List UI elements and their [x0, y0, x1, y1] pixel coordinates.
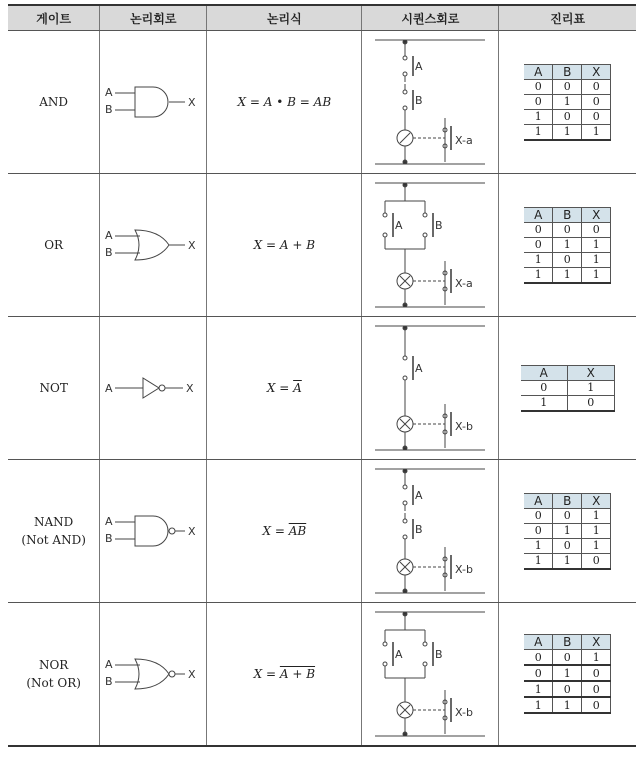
- truth-table-row: [524, 252, 611, 267]
- truth-table-row: [521, 395, 615, 411]
- gate-row-and: [8, 31, 636, 174]
- contact-label-b: B: [435, 648, 443, 661]
- truth-table-row: [524, 665, 611, 681]
- contact-label-b: B: [415, 523, 423, 536]
- truth-table-cell: 1: [582, 267, 611, 283]
- truth-table-cell: 1: [553, 553, 582, 569]
- logic-expression: [262, 524, 306, 538]
- truth-table-cell-container: [499, 603, 636, 747]
- truth-table-header-cell: B: [553, 207, 582, 222]
- expression-text: X = A + B: [253, 238, 316, 252]
- expression-overline-term: $\overline{AB}$: [288, 524, 307, 538]
- logic-gate-symbol: [103, 358, 203, 418]
- logic-expression-cell: [207, 603, 362, 747]
- truth-table-cell: 1: [553, 697, 582, 713]
- gate-name: NOT: [39, 381, 68, 395]
- logic-expression-cell: [207, 31, 362, 174]
- truth-table-cell: 0: [582, 222, 611, 237]
- output-label-x: X: [188, 239, 196, 252]
- sequence-circuit: [365, 34, 495, 170]
- sequence-circuit-cell: [362, 460, 499, 603]
- truth-table-header-row: [524, 635, 611, 650]
- truth-table-cell: 0: [567, 395, 614, 411]
- contact-label-a: A: [415, 489, 423, 502]
- truth-table-cell: 0: [553, 222, 582, 237]
- gate-name: (Not AND): [21, 533, 86, 547]
- truth-table: [524, 493, 611, 570]
- output-label-x: X: [188, 96, 196, 109]
- truth-table-cell: 0: [553, 650, 582, 666]
- truth-table-cell: 1: [553, 665, 582, 681]
- gate-name-cell: [8, 317, 100, 460]
- logic-expression-cell: [207, 460, 362, 603]
- contact-label-a: A: [395, 219, 403, 232]
- truth-table: [524, 634, 611, 714]
- truth-table-cell: 1: [553, 237, 582, 252]
- gate-row-or: [8, 174, 636, 317]
- truth-table-cell: 0: [582, 665, 611, 681]
- expression-text: X =: [253, 667, 280, 681]
- truth-table-row: [524, 508, 611, 523]
- truth-table-cell: 0: [553, 109, 582, 124]
- contact-label-b: B: [435, 219, 443, 232]
- sequence-circuit-cell: [362, 317, 499, 460]
- truth-table: [524, 64, 611, 141]
- truth-table-header-cell: X: [582, 207, 611, 222]
- truth-table-cell: 1: [524, 681, 553, 697]
- expression-text: X =: [266, 381, 294, 395]
- truth-table-cell: 1: [524, 109, 553, 124]
- sequence-circuit: [365, 177, 495, 313]
- truth-table-cell: 0: [582, 553, 611, 569]
- truth-table-header-row: [521, 365, 615, 380]
- truth-table-row: [524, 237, 611, 252]
- input-label-b: B: [105, 103, 113, 116]
- expression-text: X =: [262, 524, 289, 538]
- truth-table-cell: 0: [524, 650, 553, 666]
- logic-gate-table: [8, 4, 636, 747]
- truth-table-header-row: [524, 207, 611, 222]
- truth-table-cell: 1: [582, 237, 611, 252]
- output-label-x: X: [188, 525, 196, 538]
- truth-table-cell: 1: [582, 523, 611, 538]
- truth-table-cell: 0: [553, 508, 582, 523]
- gate-row-nor: [8, 603, 636, 747]
- logic-expression: [254, 667, 315, 681]
- truth-table-cell: 0: [524, 94, 553, 109]
- truth-table-cell: 1: [524, 538, 553, 553]
- logic-expression: [254, 238, 315, 252]
- truth-table-cell-container: [499, 174, 636, 317]
- input-label-b: B: [105, 675, 113, 688]
- truth-table-cell-container: [499, 317, 636, 460]
- input-label-a: A: [105, 229, 113, 242]
- logic-expression: [267, 381, 302, 395]
- truth-table-header-cell: A: [524, 493, 553, 508]
- truth-table-row: [524, 109, 611, 124]
- truth-table-row: [524, 553, 611, 569]
- truth-table-cell: 1: [582, 650, 611, 666]
- truth-table: [521, 365, 615, 412]
- logic-circuit-cell: [100, 174, 207, 317]
- truth-table: [524, 207, 611, 284]
- truth-table-cell: 0: [553, 538, 582, 553]
- truth-table-cell: 0: [582, 94, 611, 109]
- truth-table-cell: 0: [524, 508, 553, 523]
- truth-table-cell: 1: [582, 538, 611, 553]
- truth-table-cell: 1: [524, 124, 553, 140]
- truth-table-cell: 1: [524, 267, 553, 283]
- truth-table-cell: 0: [553, 79, 582, 94]
- output-label-x: X: [188, 668, 196, 681]
- logic-circuit-cell: [100, 31, 207, 174]
- truth-table-cell: 1: [553, 267, 582, 283]
- truth-table-row: [524, 79, 611, 94]
- input-label-b: B: [105, 532, 113, 545]
- truth-table-cell: 0: [524, 222, 553, 237]
- truth-table-row: [524, 94, 611, 109]
- truth-table-header-cell: A: [524, 207, 553, 222]
- input-label-a: A: [105, 658, 113, 671]
- relay-contact-label: X-a: [455, 134, 474, 147]
- logic-expression-cell: [207, 174, 362, 317]
- logic-circuit-cell: [100, 317, 207, 460]
- truth-table-cell: 0: [582, 79, 611, 94]
- truth-table-cell: 1: [567, 380, 614, 395]
- header-sequence-circuit: 시퀀스회로: [362, 5, 499, 31]
- truth-table-cell: 0: [582, 697, 611, 713]
- truth-table-cell: 1: [521, 395, 568, 411]
- gate-name: AND: [39, 95, 69, 109]
- truth-table-header-cell: B: [553, 635, 582, 650]
- logic-gate-symbol: [103, 644, 203, 704]
- truth-table-row: [524, 124, 611, 140]
- truth-table-row: [524, 222, 611, 237]
- truth-table-header-cell: X: [582, 64, 611, 79]
- input-label-b: B: [105, 246, 113, 259]
- gate-row-not: [8, 317, 636, 460]
- truth-table-row: [524, 697, 611, 713]
- logic-expression-cell: [207, 317, 362, 460]
- input-label-a: A: [105, 515, 113, 528]
- header-logic-circuit: 논리회로: [100, 5, 207, 31]
- gate-name-cell: [8, 174, 100, 317]
- logic-gate-symbol: [103, 215, 203, 275]
- truth-table-header-row: [524, 64, 611, 79]
- logic-circuit-cell: [100, 603, 207, 747]
- truth-table-cell: 0: [553, 252, 582, 267]
- contact-label-a: A: [415, 362, 423, 375]
- gate-name-cell: [8, 460, 100, 603]
- expression-text: X = A • B = AB: [237, 95, 332, 109]
- gate-name-cell: [8, 603, 100, 747]
- gate-name: NOR: [38, 658, 69, 672]
- truth-table-header-cell: B: [553, 493, 582, 508]
- truth-table-header-cell: A: [524, 64, 553, 79]
- truth-table-cell: 1: [524, 553, 553, 569]
- header-row: [8, 5, 636, 31]
- truth-table-header-cell: B: [553, 64, 582, 79]
- truth-table-cell-container: [499, 460, 636, 603]
- truth-table-header-cell: X: [567, 365, 614, 380]
- relay-contact-label: X-b: [455, 706, 474, 719]
- truth-table-cell: 1: [582, 252, 611, 267]
- truth-table-row: [524, 681, 611, 697]
- truth-table-row: [524, 523, 611, 538]
- expression-overline-term: $\overline{A}$: [293, 381, 302, 395]
- logic-expression: [238, 95, 332, 109]
- truth-table-cell: 1: [553, 523, 582, 538]
- header-gate: 게이트: [8, 5, 100, 31]
- logic-gate-symbol: [103, 72, 203, 132]
- truth-table-cell: 0: [524, 523, 553, 538]
- relay-contact-label: X-a: [455, 277, 474, 290]
- truth-table-header-row: [524, 493, 611, 508]
- header-truth-table: 진리표: [499, 5, 636, 31]
- input-label-a: A: [105, 86, 113, 99]
- logic-gate-symbol: [103, 501, 203, 561]
- truth-table-header-cell: A: [524, 635, 553, 650]
- gate-name: NAND: [34, 515, 74, 529]
- truth-table-cell: 1: [582, 508, 611, 523]
- truth-table-cell-container: [499, 31, 636, 174]
- sequence-circuit-cell: [362, 174, 499, 317]
- truth-table-cell: 0: [521, 380, 568, 395]
- expression-overline-term: A + B: [279, 667, 316, 681]
- contact-label-a: A: [395, 648, 403, 661]
- header-logic-expression: 논리식: [207, 5, 362, 31]
- gate-name: OR: [44, 238, 64, 252]
- output-label-x: X: [186, 382, 194, 395]
- sequence-circuit: [365, 463, 495, 599]
- truth-table-header-cell: X: [582, 493, 611, 508]
- relay-contact-label: X-b: [455, 420, 474, 433]
- truth-table-cell: 0: [524, 665, 553, 681]
- truth-table-cell: 1: [582, 124, 611, 140]
- truth-table-cell: 1: [553, 94, 582, 109]
- truth-table-cell: 0: [553, 681, 582, 697]
- truth-table-cell: 0: [582, 109, 611, 124]
- contact-label-b: B: [415, 94, 423, 107]
- input-label-a: A: [105, 382, 113, 395]
- relay-contact-label: X-b: [455, 563, 474, 576]
- contact-label-a: A: [415, 60, 423, 73]
- truth-table-cell: 0: [582, 681, 611, 697]
- truth-table-cell: 1: [553, 124, 582, 140]
- truth-table-header-cell: X: [582, 635, 611, 650]
- gate-name-cell: [8, 31, 100, 174]
- sequence-circuit-cell: [362, 31, 499, 174]
- logic-circuit-cell: [100, 460, 207, 603]
- truth-table-cell: 0: [524, 237, 553, 252]
- truth-table-cell: 1: [524, 252, 553, 267]
- sequence-circuit: [365, 606, 495, 742]
- truth-table-header-cell: A: [521, 365, 568, 380]
- truth-table-row: [524, 650, 611, 666]
- truth-table-row: [524, 267, 611, 283]
- truth-table-cell: 1: [524, 697, 553, 713]
- truth-table-row: [524, 538, 611, 553]
- sequence-circuit-cell: [362, 603, 499, 747]
- gate-row-nand: [8, 460, 636, 603]
- gate-name: (Not OR): [26, 676, 81, 690]
- truth-table-row: [521, 380, 615, 395]
- sequence-circuit: [365, 320, 495, 456]
- truth-table-cell: 0: [524, 79, 553, 94]
